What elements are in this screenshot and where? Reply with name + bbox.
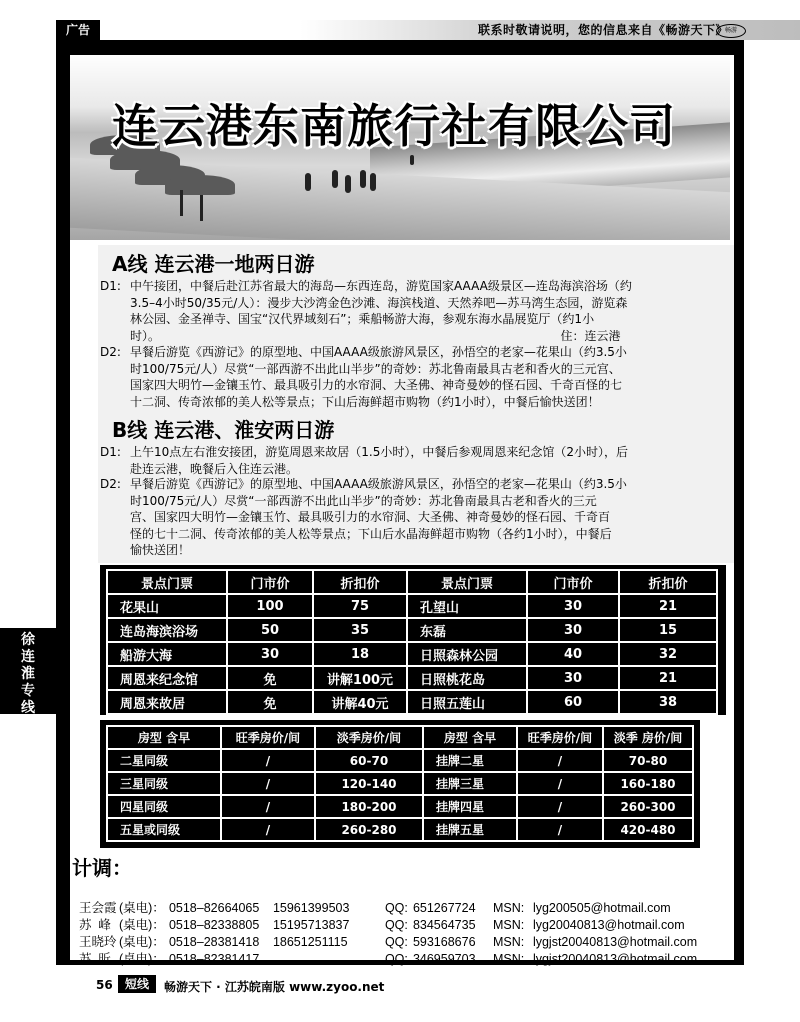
table-cell: 东磊 [407, 618, 527, 642]
text-line: 上午10点左右淮安接团，游览周恩来故居（1.5小时），中餐后参观周恩来纪念馆（2小时），后 [130, 445, 628, 459]
table-cell: 160-180 [603, 772, 693, 795]
table-cell: 讲解100元 [313, 666, 407, 690]
text-line: 中午接团，中餐后赴江苏省最大的海岛—东西连岛，游览国家AAAA级景区—连岛海滨浴场（约 [130, 279, 632, 293]
contact-msn-label: MSN: [492, 901, 525, 915]
table-row [107, 666, 717, 690]
table-cell: 60 [527, 690, 619, 714]
contact-msn: lygjst20040813@hotmail.com [532, 952, 698, 966]
table-header: 房型 含早 [107, 726, 221, 749]
table-cell: 四星同级 [107, 795, 221, 818]
footer-section-label: 短线 [118, 975, 156, 993]
table-cell: 32 [619, 642, 717, 666]
contact-qq-label: QQ: [384, 952, 408, 966]
text-line: 赴连云港，晚餐后入住连云港。 [130, 461, 299, 476]
table-cell: 挂牌五星 [423, 818, 517, 841]
contact-qq-label: QQ: [384, 918, 408, 932]
table-cell: 周恩来故居 [107, 690, 227, 714]
umbrella-pole [200, 195, 203, 221]
table-row [107, 690, 717, 714]
contact-phone: 0518–82664065 [168, 901, 260, 915]
side-tab-char: 淮 [21, 666, 35, 682]
contact-qq: 593168676 [412, 935, 476, 949]
text-line: 十二洞、传奇浓郁的美人松等景点；下山后海鲜超市购物（约1小时），中餐后愉快送团！ [130, 394, 600, 409]
contact-msn: lyg200505@hotmail.com [532, 901, 671, 915]
table-cell: 260-300 [603, 795, 693, 818]
contact-phone-label: (桌电)： [118, 918, 165, 932]
side-tab-char: 连 [21, 649, 35, 665]
person-figure [345, 175, 351, 193]
table-cell: 75 [313, 594, 407, 618]
route-a-day2-text [130, 344, 627, 410]
contact-name: 苏 峰 [78, 918, 111, 932]
table-header: 门市价 [227, 570, 313, 594]
side-tab-char: 线 [21, 700, 35, 716]
table-cell: 讲解40元 [313, 690, 407, 714]
route-a-title: A线 连云港一地两日游 [112, 252, 315, 276]
contact-phone: 0518–82381417 [168, 952, 260, 966]
contact-qq: 346959703 [412, 952, 476, 966]
table-cell: 免 [227, 666, 313, 690]
side-section-tab [0, 628, 56, 714]
contact-phone: 0518–28381418 [168, 935, 260, 949]
table-row [107, 618, 717, 642]
table-cell: / [221, 749, 315, 772]
footer-publication: 畅游天下 · 江苏皖南版 www.zyoo.net [164, 980, 385, 994]
contact-name: 苏 昕 [78, 952, 111, 966]
table-row [107, 772, 693, 795]
contact-name: 王会霞 [78, 901, 117, 915]
person-figure [305, 173, 311, 191]
table-header: 折扣价 [619, 570, 717, 594]
table-cell: 38 [619, 690, 717, 714]
route-b-day1-label: D1: [100, 445, 121, 459]
contact-qq-label: QQ: [384, 901, 408, 915]
text-line: 国家四大明竹—金镶玉竹、最具吸引力的水帘洞、大圣佛、神奇曼妙的怪石园、千奇百怪的七 [130, 378, 623, 392]
table-cell: 挂牌四星 [423, 795, 517, 818]
table-cell: 100 [227, 594, 313, 618]
company-name: 连云港东南旅行社有限公司 [112, 99, 676, 153]
table-cell: 30 [227, 642, 313, 666]
table-cell: 180-200 [315, 795, 423, 818]
table-row [107, 642, 717, 666]
table-row [107, 749, 693, 772]
contact-phone-label: (桌电)： [118, 952, 165, 966]
route-b-title: B线 连云港、淮安两日游 [112, 418, 335, 442]
text-line: 3.5–4小时50/35元/人）：漫步大沙湾金色沙滩、海滨栈道、天然养吧—苏马湾生态园，游览森 [130, 295, 628, 310]
table-cell: 50 [227, 618, 313, 642]
contact-msn: lygjst20040813@hotmail.com [532, 935, 698, 949]
contact-name: 王晓玲 [78, 935, 117, 949]
table-row [107, 594, 717, 618]
table-cell: / [221, 818, 315, 841]
contact-msn-label: MSN: [492, 952, 525, 966]
route-b-day2-label: D2: [100, 477, 121, 491]
table-cell: / [221, 795, 315, 818]
person-figure [410, 155, 414, 165]
contact-row [72, 935, 697, 967]
table-cell: 30 [527, 666, 619, 690]
text-line: 早餐后游览《西游记》的原型地、中国AAAA级旅游风景区，孙悟空的老家—花果山（约3.5小 [130, 477, 627, 491]
table-cell: 花果山 [107, 594, 227, 618]
magazine-logo-icon: 畅游 [716, 24, 746, 38]
table-header: 折扣价 [313, 570, 407, 594]
header-notice: 联系时敬请说明，您的信息来自《畅游天下》 [478, 23, 729, 37]
route-a-day1-label: D1: [100, 279, 121, 293]
text-line: 愉快送团！ [130, 543, 191, 557]
contact-msn-label: MSN: [492, 918, 525, 932]
person-figure [332, 170, 338, 188]
contact-mobile: 15195713837 [272, 918, 350, 932]
text-line: 怪的七十二洞、传奇浓郁的美人松等景点；下山后水晶海鲜超市购物（各约1小时），中餐后 [130, 526, 612, 541]
text-line: 林公园、金圣禅寺、国宝“汉代界域刻石”；乘船畅游大海，参观东海水晶展览厅（约1小 [130, 312, 595, 326]
table-cell: 18 [313, 642, 407, 666]
table-cell: / [221, 772, 315, 795]
table-cell: 二星同级 [107, 749, 221, 772]
table-cell: 21 [619, 594, 717, 618]
table-cell: 日照五莲山 [407, 690, 527, 714]
route-a-day1-text [130, 278, 632, 344]
person-figure [370, 173, 376, 191]
table-cell: 免 [227, 690, 313, 714]
text-line: 时100/75元/人）尽赏“一部西游不出此山半步”的奇妙：苏北鲁南最具古老和香火的三元 [130, 493, 597, 508]
contact-mobile: 18651251115 [272, 935, 348, 949]
table-row [107, 795, 693, 818]
umbrella-shape [165, 175, 235, 195]
text-line: 时100/75元/人）尽赏“一部西游不出此山半步”的奇妙：苏北鲁南最具古老和香火的三元宫、 [130, 361, 621, 376]
ticket-price-table [106, 569, 718, 715]
table-cell: 70-80 [603, 749, 693, 772]
table-header: 景点门票 [107, 570, 227, 594]
table-cell: 30 [527, 618, 619, 642]
table-cell: 120-140 [315, 772, 423, 795]
table-cell: 船游大海 [107, 642, 227, 666]
page-number: 56 [96, 978, 113, 992]
contact-msn-label: MSN: [492, 935, 525, 949]
table-cell: / [517, 772, 603, 795]
table-cell: 连岛海滨浴场 [107, 618, 227, 642]
table-header: 旺季房价/间 [517, 726, 603, 749]
table-cell: 日照桃花岛 [407, 666, 527, 690]
table-row [107, 818, 693, 841]
table-cell: 21 [619, 666, 717, 690]
table-cell: 孔望山 [407, 594, 527, 618]
table-header: 门市价 [527, 570, 619, 594]
table-cell: / [517, 818, 603, 841]
table-header: 淡季 房价/间 [603, 726, 693, 749]
table-header: 景点门票 [407, 570, 527, 594]
table-header-row [107, 570, 717, 594]
table-cell: 挂牌三星 [423, 772, 517, 795]
table-cell: 挂牌二星 [423, 749, 517, 772]
table-cell: 420-480 [603, 818, 693, 841]
side-tab-char: 徐 [21, 632, 35, 648]
table-cell: 35 [313, 618, 407, 642]
side-tab-char: 专 [21, 683, 35, 699]
contact-mobile: 15961399503 [272, 901, 350, 915]
route-b-day1-text [130, 444, 628, 477]
table-cell: 40 [527, 642, 619, 666]
hotel-price-table [106, 725, 694, 842]
contacts-title: 计调： [72, 856, 132, 880]
table-cell: 260-280 [315, 818, 423, 841]
table-cell: 60-70 [315, 749, 423, 772]
text-line: 时）。 住：连云港 [130, 328, 621, 343]
table-cell: 30 [527, 594, 619, 618]
contact-msn: lyg20040813@hotmail.com [532, 918, 685, 932]
table-cell: / [517, 795, 603, 818]
table-cell: 三星同级 [107, 772, 221, 795]
table-cell: 周恩来纪念馆 [107, 666, 227, 690]
contact-qq: 834564735 [412, 918, 476, 932]
table-cell: 日照森林公园 [407, 642, 527, 666]
route-a-day2-label: D2: [100, 345, 121, 359]
table-header: 旺季房价/间 [221, 726, 315, 749]
ad-label: 广告 [56, 20, 100, 40]
contact-phone-label: (桌电)： [118, 935, 165, 949]
person-figure [360, 170, 366, 188]
umbrella-pole [180, 190, 183, 216]
table-cell: 15 [619, 618, 717, 642]
text-line: 宫、国家四大明竹—金镶玉竹、最具吸引力的水帘洞、大圣佛、神奇曼妙的怪石园、千奇百 [130, 510, 611, 524]
table-cell: 五星或同级 [107, 818, 221, 841]
contact-phone-label: (桌电)： [118, 901, 165, 915]
contact-qq: 651267724 [412, 901, 476, 915]
route-b-day2-text [130, 476, 627, 559]
table-header: 房型 含早 [423, 726, 517, 749]
table-cell: / [517, 749, 603, 772]
contact-qq-label: QQ: [384, 935, 408, 949]
table-header-row [107, 726, 693, 749]
contact-phone: 0518–82338805 [168, 918, 260, 932]
text-line: 早餐后游览《西游记》的原型地、中国AAAA级旅游风景区，孙悟空的老家—花果山（约3.5小 [130, 345, 627, 359]
table-header: 淡季房价/间 [315, 726, 423, 749]
